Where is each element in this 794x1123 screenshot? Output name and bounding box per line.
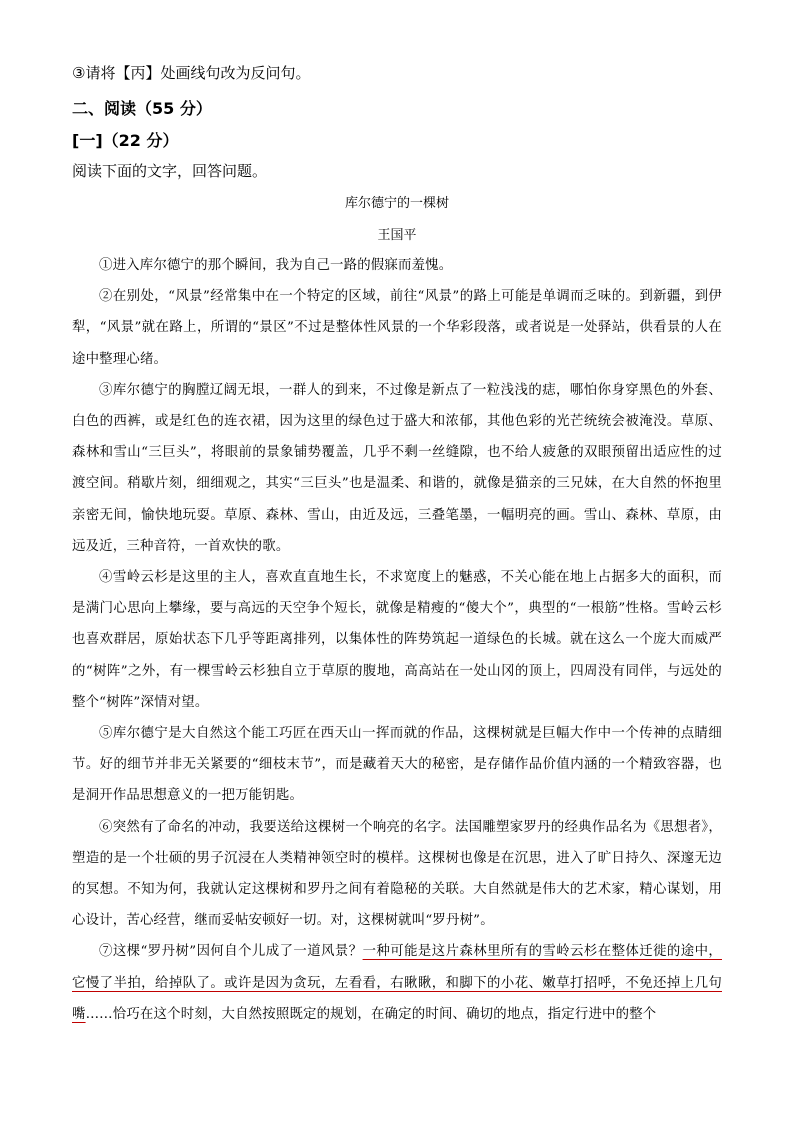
article-body [72,250,722,1030]
article-author: 王国平 [377,228,417,243]
paragraph-lead: ⑦这棵“罗丹树”因何自个儿成了一道风景？ [99,944,363,960]
section-title: 二、阅读（55 分） [72,99,212,118]
paragraph: ④雪岭云杉是这里的主人，喜欢直直地生长，不求宽度上的魅惑，不关心能在地上占据多大的面积，而是满门心思向上攀缘，要与高远的天空争个短长，就像是精瘦的“傻大个”，典型的“一根筋”性格。雪岭云杉也喜欢群居，原始状态下几乎等距离排列，以集体性的阵势筑起一道绿色的长城。就在这么一个庞大而威严的“树阵”之外，有一棵雪岭云杉独自立于草原的腹地，高高站在一处山冈的顶上，四周没有同伴，与远处的整个“树阵”深情对望。 [72,570,722,710]
question-text: ③请将【丙】处画线句改为反问句。 [72,64,311,82]
paragraph: ①进入库尔德宁的那个瞬间，我为自己一路的假寐而羞愧。 [99,258,453,273]
paragraph-continuation: ……恰巧在这个时刻，大自然按照既定的规划，在确定的时间、确切的地点，指定行进中的整个 [85,1006,657,1022]
paragraph: ②在别处，“风景”经常集中在一个特定的区域，前往“风景”的路上可能是单调而乏味的。到新疆，到伊犁，“风景”就在路上，所谓的“景区”不过是整体性风景的一个华彩段落，或者说是一处驿站，供看景的人在途中整理心绪。 [72,289,722,367]
article-title: 库尔德宁的一棵树 [344,196,449,211]
paragraph: ③库尔德宁的胸膛辽阔无垠，一群人的到来，不过像是新点了一粒浅浅的痣，哪怕你身穿黑色的外套、白色的西裤，或是红色的连衣裙，因为这里的绿色过于盛大和浓郁，其他色彩的光芒统统会被淹没。草原、森林和雪山“三巨头”，将眼前的景象铺势覆盖，几乎不剩一丝缝隙，也不给人疲惫的双眼预留出适应性的过渡空间。稍歇片刻，细细观之，其实“三巨头”也是温柔、和谐的，就像是猫亲的三兄妹，在大自然的怀抱里亲密无间，愉快地玩耍。草原、森林、雪山，由近及远，三叠笔墨，一幅明亮的画。雪山、森林、草原，由远及近，三种音符，一首欢快的歌。 [72,382,722,554]
paragraph: ⑥突然有了命名的冲动，我要送给这棵树一个响亮的名字。法国雕塑家罗丹的经典作品名为《思想者》，塑造的是一个壮硕的男子沉浸在人类精神领空时的模样。这棵树也像是在沉思，进入了旷日持久、深邃无边的冥想。不知为何，我就认定这棵树和罗丹之间有着隐秘的关联。大自然就是伟大的艺术家，精心谋划，用心设计，苦心经营，继而妥帖安顿好一切。对，这棵树就叫“罗丹树”。 [72,819,722,929]
paragraph: ⑤库尔德宁是大自然这个能工巧匠在西天山一挥而就的作品，这棵树就是巨幅大作中一个传神的点睛细节。好的细节并非无关紧要的“细枝末节”，而是藏着天大的秘密，是存储作品价值内涵的一个精致容器，也是洞开作品思想意义的一把万能钥匙。 [72,726,722,804]
instruction-text: 阅读下面的文字，回答问题。 [72,162,268,180]
underlined-sentence: 一种可能是这片森林里所有的雪岭云杉在整体迁徙的途中，它慢了半拍，给掉队了。或许是因为贪玩，左看看，右瞅瞅，和脚下的小花、嫩草打招呼，不免还掉上几句嘴 [72,944,722,1022]
subsection-title: [一]（22 分） [72,131,179,150]
paragraph [72,936,722,1030]
